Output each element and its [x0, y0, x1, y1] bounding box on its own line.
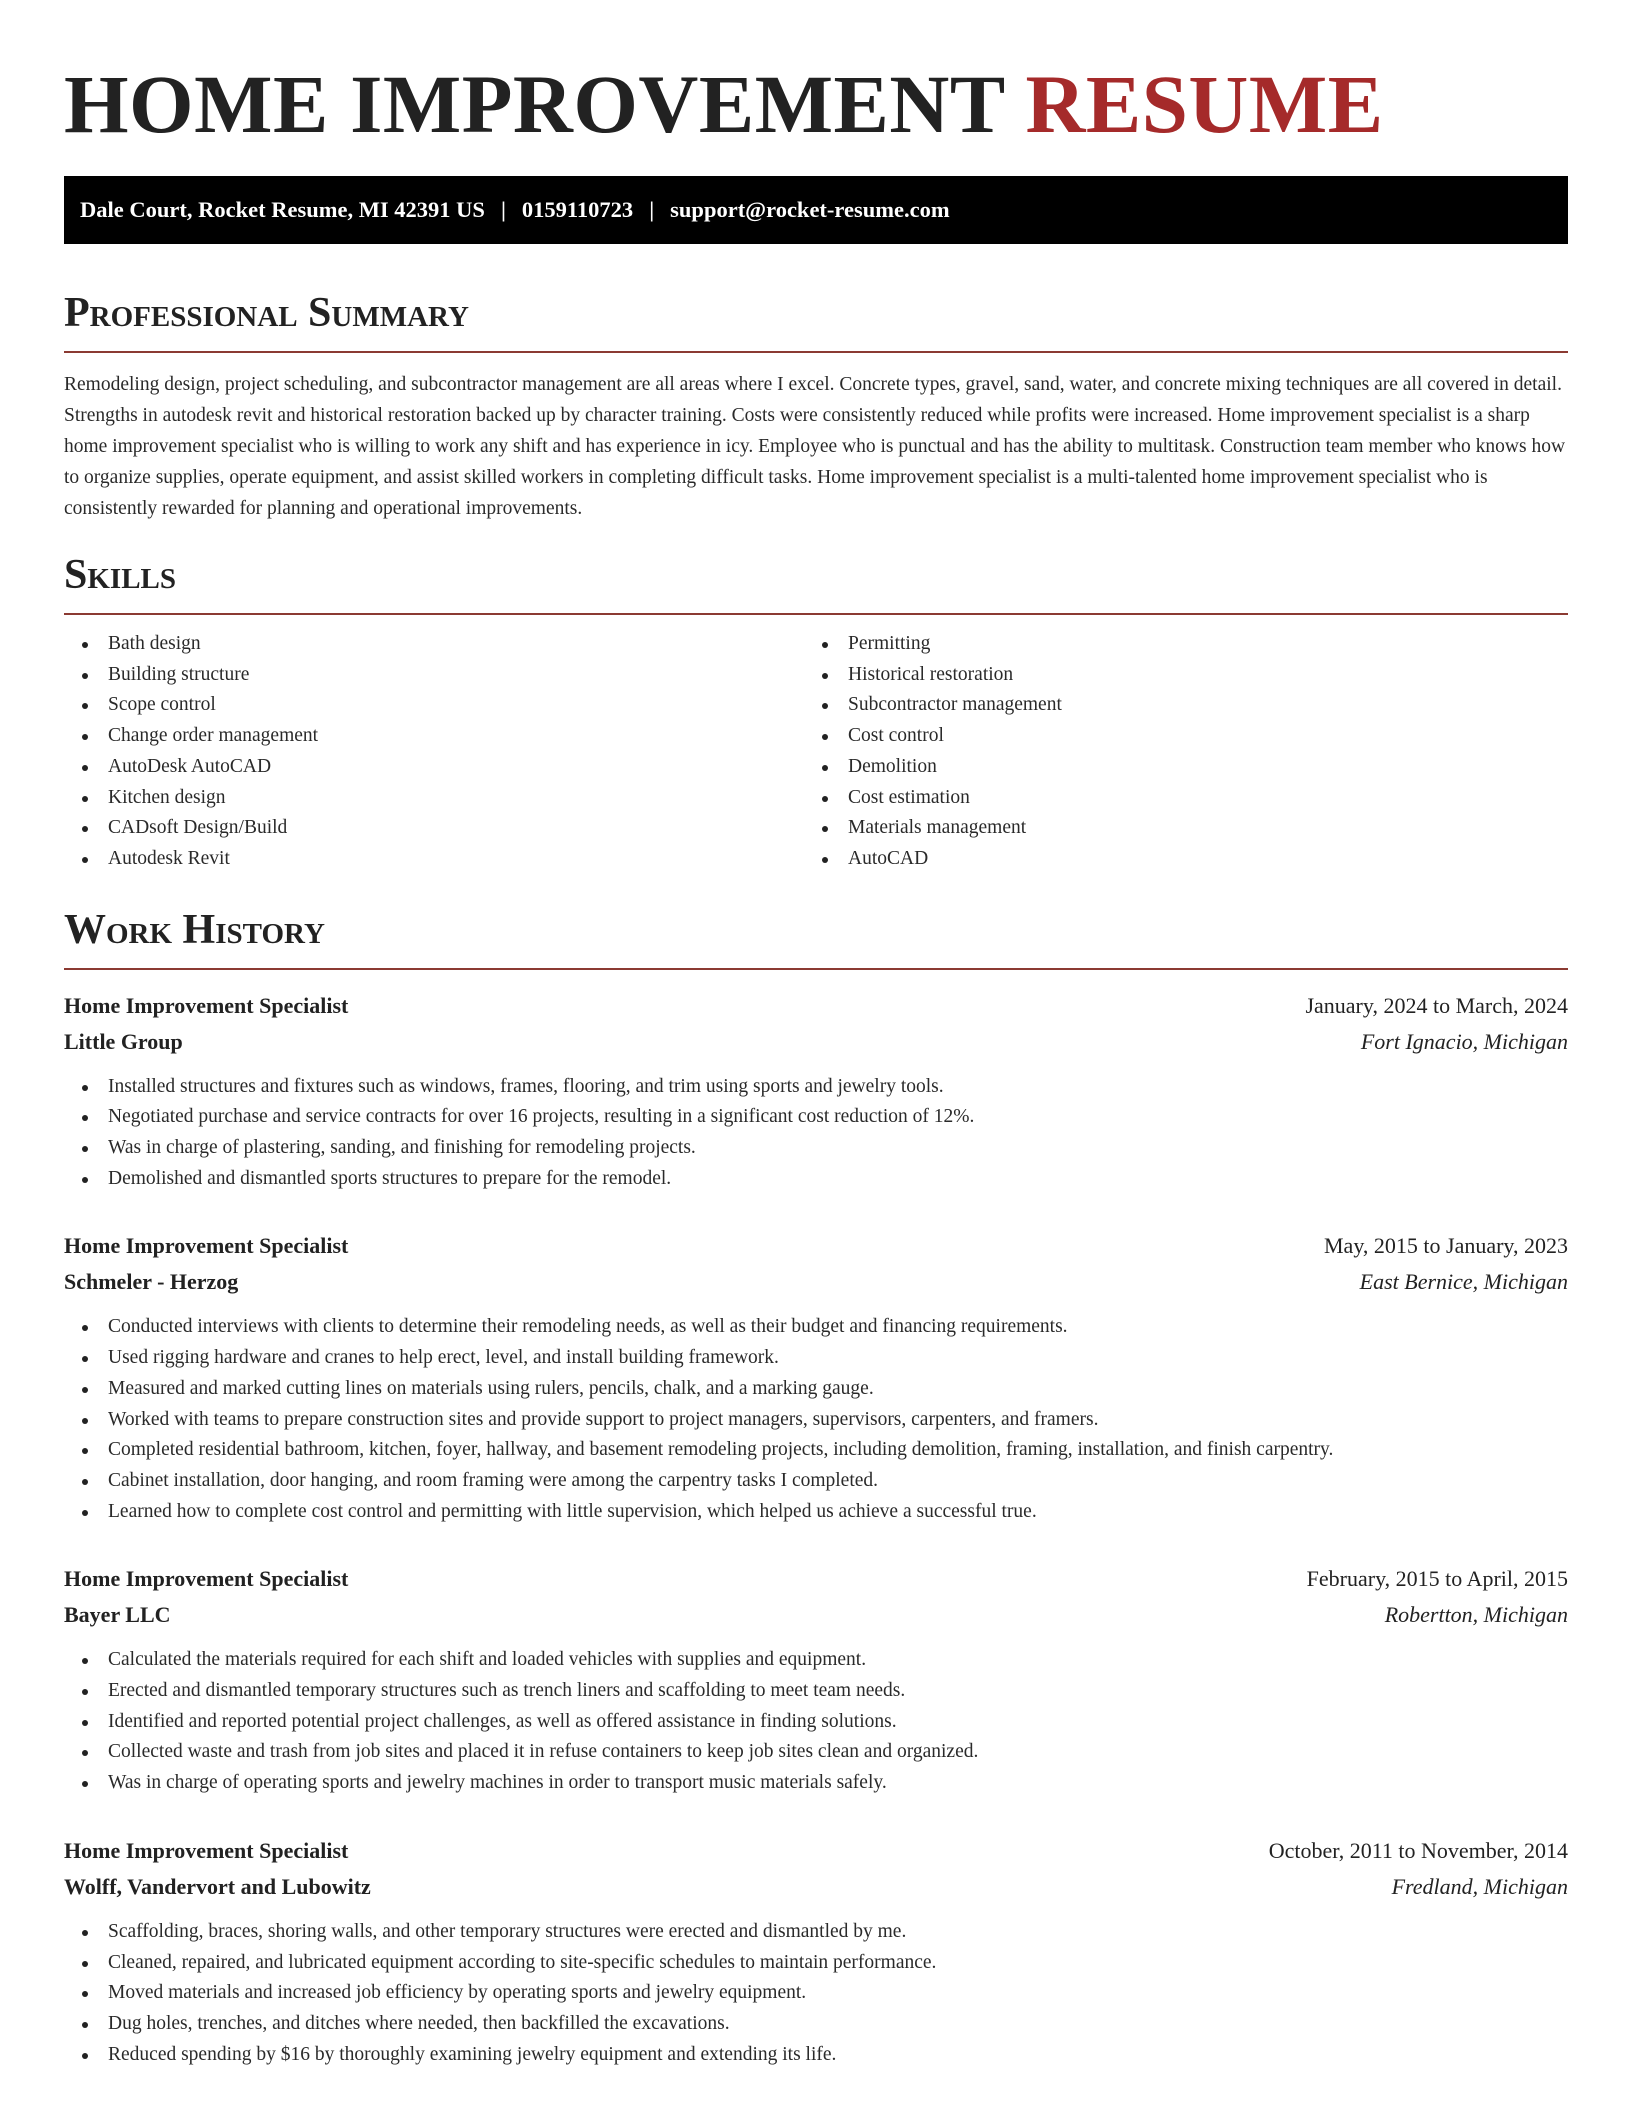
job-entry — [64, 1228, 1568, 1527]
job-bullet: Moved materials and increased job efficiency by operating sports and jewelry equipment. — [64, 1978, 1568, 2009]
skill-item: Cost control — [804, 721, 1544, 752]
skill-item: Subcontractor management — [804, 690, 1544, 721]
job-title: Home Improvement Specialist — [64, 1837, 349, 1863]
job-bullet: Used rigging hardware and cranes to help erect, level, and install building framework. — [64, 1343, 1568, 1374]
summary-heading: Professional Summary — [64, 290, 469, 336]
job-dates: January, 2024 to March, 2024 — [1305, 992, 1568, 1018]
contact-address: Dale Court, Rocket Resume, MI 42391 US — [80, 197, 485, 222]
job-company: Bayer LLC — [64, 1602, 171, 1628]
resume-page — [64, 56, 1568, 2070]
skill-item: Bath design — [64, 629, 804, 660]
skill-item: Cost estimation — [804, 783, 1544, 814]
job-location: East Bernice, Michigan — [1359, 1269, 1568, 1295]
skill-item: CADsoft Design/Build — [64, 813, 804, 844]
job-company: Schmeler - Herzog — [64, 1269, 239, 1295]
skills-column-right — [804, 629, 1544, 875]
job-bullet: Completed residential bathroom, kitchen, foyer, hallway, and basement remodeling projects, including demolition, framing, installation, and finish carpentry. — [64, 1435, 1568, 1466]
job-bullet: Erected and dismantled temporary structures such as trench liners and scaffolding to meet team needs. — [64, 1676, 1568, 1707]
job-bullet: Measured and marked cutting lines on materials using rulers, pencils, chalk, and a marking gauge. — [64, 1374, 1568, 1405]
job-bullets — [64, 1312, 1568, 1527]
job-bullet: Identified and reported potential project challenges, as well as offered assistance in finding solutions. — [64, 1707, 1568, 1738]
skill-item: Permitting — [804, 629, 1544, 660]
section-divider — [64, 613, 1568, 615]
skill-item: Historical restoration — [804, 660, 1544, 691]
job-entry — [64, 1833, 1568, 2071]
job-bullet: Cleaned, repaired, and lubricated equipment according to site-specific schedules to maintain performance. — [64, 1948, 1568, 1979]
job-title: Home Improvement Specialist — [64, 992, 349, 1018]
job-bullet: Calculated the materials required for each shift and loaded vehicles with supplies and equipment. — [64, 1645, 1568, 1676]
job-title: Home Improvement Specialist — [64, 1566, 349, 1592]
job-bullet: Cabinet installation, door hanging, and room framing were among the carpentry tasks I completed. — [64, 1466, 1568, 1497]
job-entry — [64, 1561, 1568, 1799]
section-divider — [64, 351, 1568, 353]
contact-phone: 0159110723 — [521, 197, 634, 222]
job-bullet: Collected waste and trash from job sites and placed it in refuse containers to keep job sites clean and organized. — [64, 1737, 1568, 1768]
job-title: Home Improvement Specialist — [64, 1233, 349, 1259]
resume-title-accent: RESUME — [1025, 58, 1384, 150]
work-history-section — [64, 905, 1568, 2071]
skill-item: Change order management — [64, 721, 804, 752]
job-location: Robertton, Michigan — [1384, 1602, 1568, 1628]
skill-item: AutoCAD — [804, 844, 1544, 875]
job-bullet: Was in charge of operating sports and jewelry machines in order to transport music materials safely. — [64, 1768, 1568, 1799]
work-history-heading: Work History — [64, 906, 325, 953]
job-bullet: Scaffolding, braces, shoring walls, and other temporary structures were erected and dismantled by me. — [64, 1917, 1568, 1948]
summary-text: Remodeling design, project scheduling, and subcontractor management are all areas where I excel. Concrete types, gravel, sand, water, and concrete mixing techniques are all covered in detail. Strengths in autodesk revit and historical restoration backed up by character training. Costs were consistently reduced while profits were increased. Home improvement specialist is a sharp home improvement specialist who is willing to work any shift and has experience in icy. Employee who is punctual and has the ability to multitask. Construction team member who knows how to organize supplies, operate equipment, and assist skilled workers in completing difficult tasks. Home improvement specialist is a multi-talented home improvement specialist who is consistently rewarded for planning and operational improvements. — [64, 374, 1566, 519]
job-location: Fort Ignacio, Michigan — [1360, 1028, 1568, 1054]
skill-item: Building structure — [64, 660, 804, 691]
contact-separator: | — [500, 197, 506, 222]
job-company: Wolff, Vandervort and Lubowitz — [64, 1873, 371, 1899]
job-bullets — [64, 1072, 1568, 1195]
job-dates: May, 2015 to January, 2023 — [1324, 1233, 1568, 1259]
job-bullet: Reduced spending by $16 by thoroughly examining jewelry equipment and extending its life. — [64, 2040, 1568, 2071]
job-dates: February, 2015 to April, 2015 — [1306, 1566, 1568, 1592]
job-bullet: Worked with teams to prepare construction sites and provide support to project managers, supervisors, carpenters, and framers. — [64, 1405, 1568, 1436]
job-bullet: Negotiated purchase and service contracts for over 16 projects, resulting in a significant cost reduction of 12%. — [64, 1102, 1568, 1133]
skill-item: Demolition — [804, 752, 1544, 783]
job-location: Fredland, Michigan — [1391, 1873, 1568, 1899]
job-bullet: Dug holes, trenches, and ditches where needed, then backfilled the excavations. — [64, 2009, 1568, 2040]
summary-section — [64, 288, 1568, 524]
job-company: Little Group — [64, 1028, 183, 1054]
skills-column-left — [64, 629, 804, 875]
skill-item: Autodesk Revit — [64, 844, 804, 875]
resume-title-main: HOME IMPROVEMENT — [64, 58, 1005, 150]
job-dates: October, 2011 to November, 2014 — [1268, 1837, 1568, 1863]
job-bullets — [64, 1645, 1568, 1799]
job-bullets — [64, 1917, 1568, 2071]
skill-item: Materials management — [804, 813, 1544, 844]
resume-title — [64, 56, 1568, 152]
contact-email: support@rocket-resume.com — [670, 197, 950, 222]
skills-list — [64, 629, 1568, 875]
job-bullet: Conducted interviews with clients to determine their remodeling needs, as well as their budget and financing requirements. — [64, 1312, 1568, 1343]
job-entry — [64, 988, 1568, 1195]
skill-item: Scope control — [64, 690, 804, 721]
job-bullet: Demolished and dismantled sports structures to prepare for the remodel. — [64, 1164, 1568, 1195]
skill-item: Kitchen design — [64, 783, 804, 814]
contact-bar — [64, 176, 1568, 244]
skills-heading: Skills — [64, 552, 177, 598]
skill-item: AutoDesk AutoCAD — [64, 752, 804, 783]
job-bullet: Learned how to complete cost control and permitting with little supervision, which helped us achieve a successful true. — [64, 1497, 1568, 1528]
job-bullet: Was in charge of plastering, sanding, and finishing for remodeling projects. — [64, 1133, 1568, 1164]
job-bullet: Installed structures and fixtures such as windows, frames, flooring, and trim using sports and jewelry tools. — [64, 1072, 1568, 1103]
section-divider — [64, 968, 1568, 970]
skills-section — [64, 550, 1568, 875]
contact-separator: | — [649, 197, 655, 222]
